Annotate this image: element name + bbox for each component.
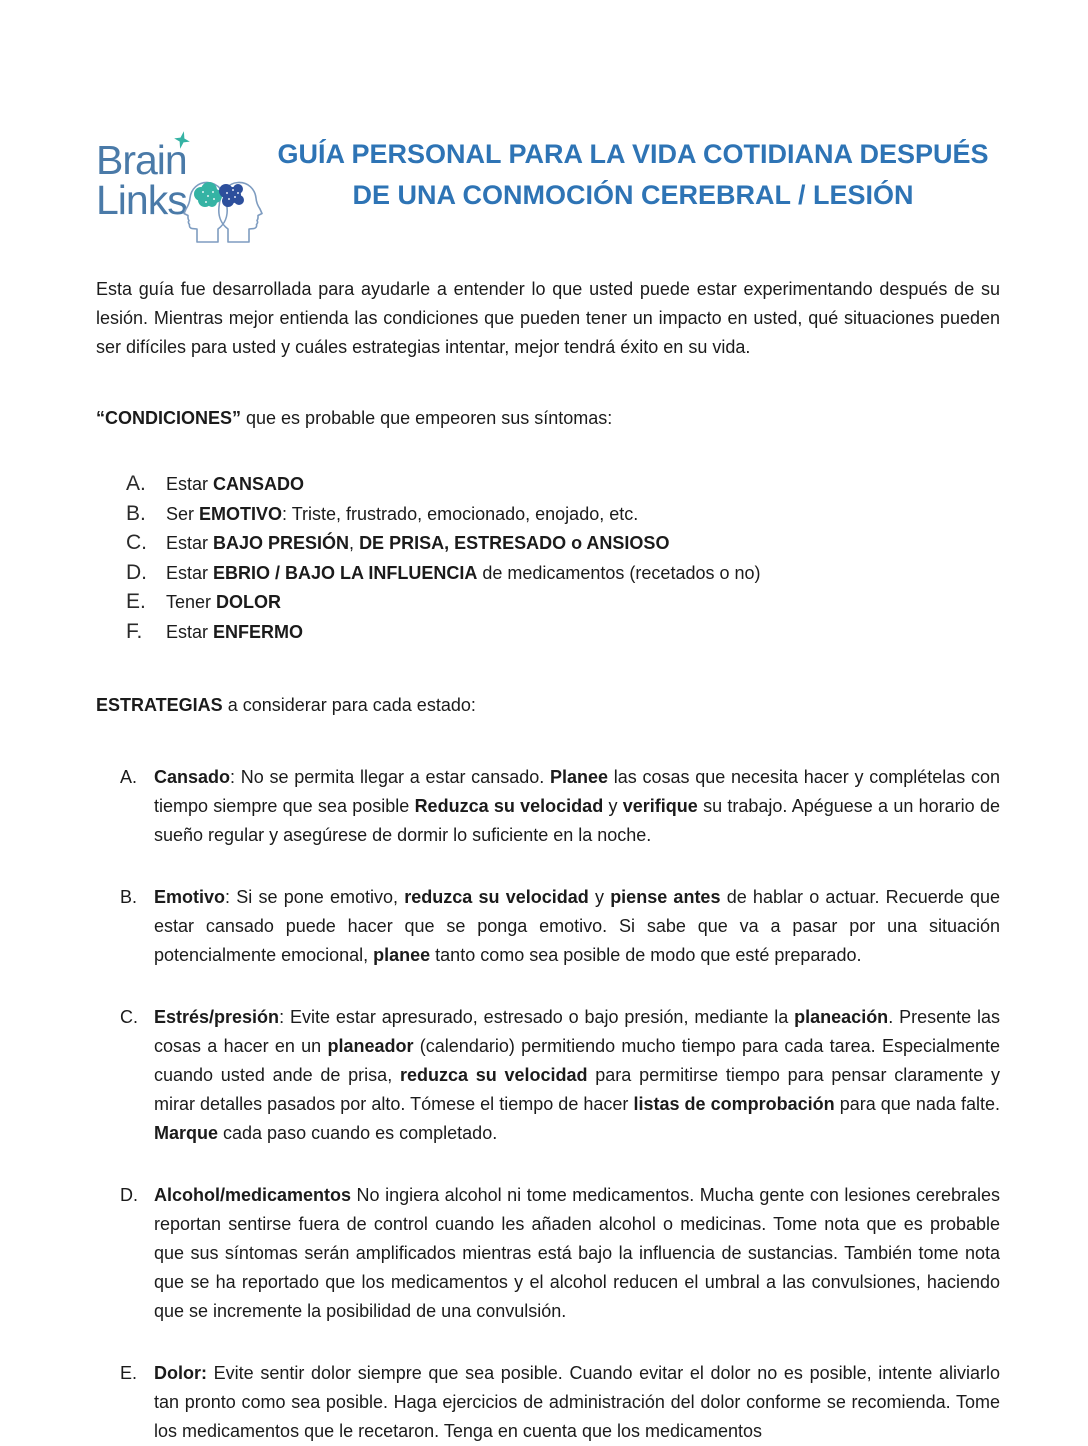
list-item-letter: D.	[126, 560, 147, 584]
brainlinks-logo	[96, 128, 266, 249]
logo-heads-icon	[184, 182, 262, 242]
list-item-letter: A.	[126, 472, 146, 495]
list-item-letter: A.	[120, 767, 138, 787]
estrategias-list	[96, 763, 1000, 1446]
list-item-text: Emotivo: Si se pone emotivo, reduzca su velocidad y piense antes de hablar o actuar. Recuerde que estar cansado puede hacer que se ponga emotivo. Si sabe que va a pasar por una situación potencialmente emocional, planee tanto como sea posible de modo que esté preparado.	[154, 887, 1000, 965]
condiciones-heading: “CONDICIONES” que es probable que empeoren sus síntomas:	[96, 408, 613, 428]
condiciones-list-item	[126, 561, 1000, 591]
list-item-text: Estar BAJO PRESIÓN, DE PRISA, ESTRESADO o ANSIOSO	[166, 533, 670, 553]
page-title-line-1: GUÍA PERSONAL PARA LA VIDA COTIDIANA DESPUÉS	[277, 139, 989, 169]
condiciones-list-item	[126, 531, 1000, 561]
list-item-letter: B.	[126, 501, 146, 525]
condiciones-list-item	[126, 620, 1000, 650]
logo-text-brain: Brain	[96, 137, 187, 183]
list-item-text: Estrés/presión: Evite estar apresurado, estresado o bajo presión, mediante la planeación. Presente las cosas a hacer en un planeador (calendario) permitiendo mucho tiempo para cada tarea. Especialmente cuando usted ande de prisa, reduzca su velocidad para permitirse tiempo para pensar claramente y mirar detalles pasados por alto. Tómese el tiempo de hacer listas de comprobación para que nada falte. Marque cada paso cuando es completado.	[154, 1007, 1001, 1143]
estrategias-list-item	[120, 1003, 1000, 1148]
estrategias-list-item	[120, 1181, 1000, 1326]
list-item-text: Estar ENFERMO	[166, 621, 304, 642]
list-item-text: Alcohol/medicamentos No ingiera alcohol ni tome medicamentos. Mucha gente con lesiones cerebrales reportan sentirse fuera de control cuando les añaden alcohol o medicinas. Tome nota que es probable que sus síntomas serán amplificados mientras está bajo la influencia de sustancias. También tome nota que se ha reportado que los medicamentos y el alcohol reducen el umbral a las convulsiones, haciendo que se incremente la posibilidad de una convulsión.	[154, 1185, 1000, 1321]
list-item-text: Ser EMOTIVO: Triste, frustrado, emocionado, enojado, etc.	[166, 503, 639, 524]
intro-paragraph: Esta guía fue desarrollada para ayudarle a entender lo que usted puede estar experimentando después de su lesión. Mientras mejor entienda las condiciones que pueden tener un impacto en usted, qué situaciones pueden ser difíciles para usted y cuáles estrategias intentar, mejor tendrá éxito en su vida.	[96, 279, 1000, 357]
list-item-letter: C.	[126, 531, 147, 554]
list-item-letter: C.	[120, 1007, 138, 1027]
condiciones-list-item	[126, 472, 1000, 502]
list-item-text: Tener DOLOR	[166, 592, 282, 612]
condiciones-list-item	[126, 590, 1000, 620]
list-item-letter: E.	[126, 590, 146, 613]
estrategias-list-item	[120, 883, 1000, 970]
list-item-letter: F.	[126, 619, 143, 643]
estrategias-list-item	[120, 763, 1000, 850]
logo-brain-right	[219, 184, 244, 207]
list-item-text: Estar CANSADO	[166, 474, 305, 494]
list-item-text: Estar EBRIO / BAJO LA INFLUENCIA de medicamentos (recetados o no)	[166, 562, 761, 583]
list-item-letter: B.	[120, 887, 138, 907]
condiciones-list-item	[126, 502, 1000, 532]
page-title-line-2: DE UNA CONMOCIÓN CEREBRAL / LESIÓN	[352, 180, 914, 210]
estrategias-list-item	[120, 1359, 1000, 1446]
list-item-letter: E.	[120, 1363, 138, 1383]
estrategias-heading: ESTRATEGIAS a considerar para cada estado:	[96, 695, 476, 715]
list-item-text: Cansado: No se permita llegar a estar cansado. Planee las cosas que necesita hacer y complételas con tiempo siempre que sea posible Reduzca su velocidad y verifique su trabajo. Apéguese a un horario de sueño regular y asegúrese de dormir lo suficiente en la noche.	[154, 767, 1000, 845]
logo-text-links: Links	[96, 177, 187, 223]
condiciones-list	[96, 472, 1000, 649]
list-item-text: Dolor: Evite sentir dolor siempre que sea posible. Cuando evitar el dolor no es posible, intente aliviarlo tan pronto como sea posible. Haga ejercicios de administración del dolor conforme se recomienda. Tome los medicamentos que le recetaron. Tenga en cuenta que los medicamentos	[154, 1363, 1000, 1441]
page-title	[266, 128, 1000, 216]
list-item-letter: D.	[120, 1185, 138, 1205]
brainlinks-logo-graphic	[96, 128, 264, 244]
page-header	[96, 0, 1000, 249]
